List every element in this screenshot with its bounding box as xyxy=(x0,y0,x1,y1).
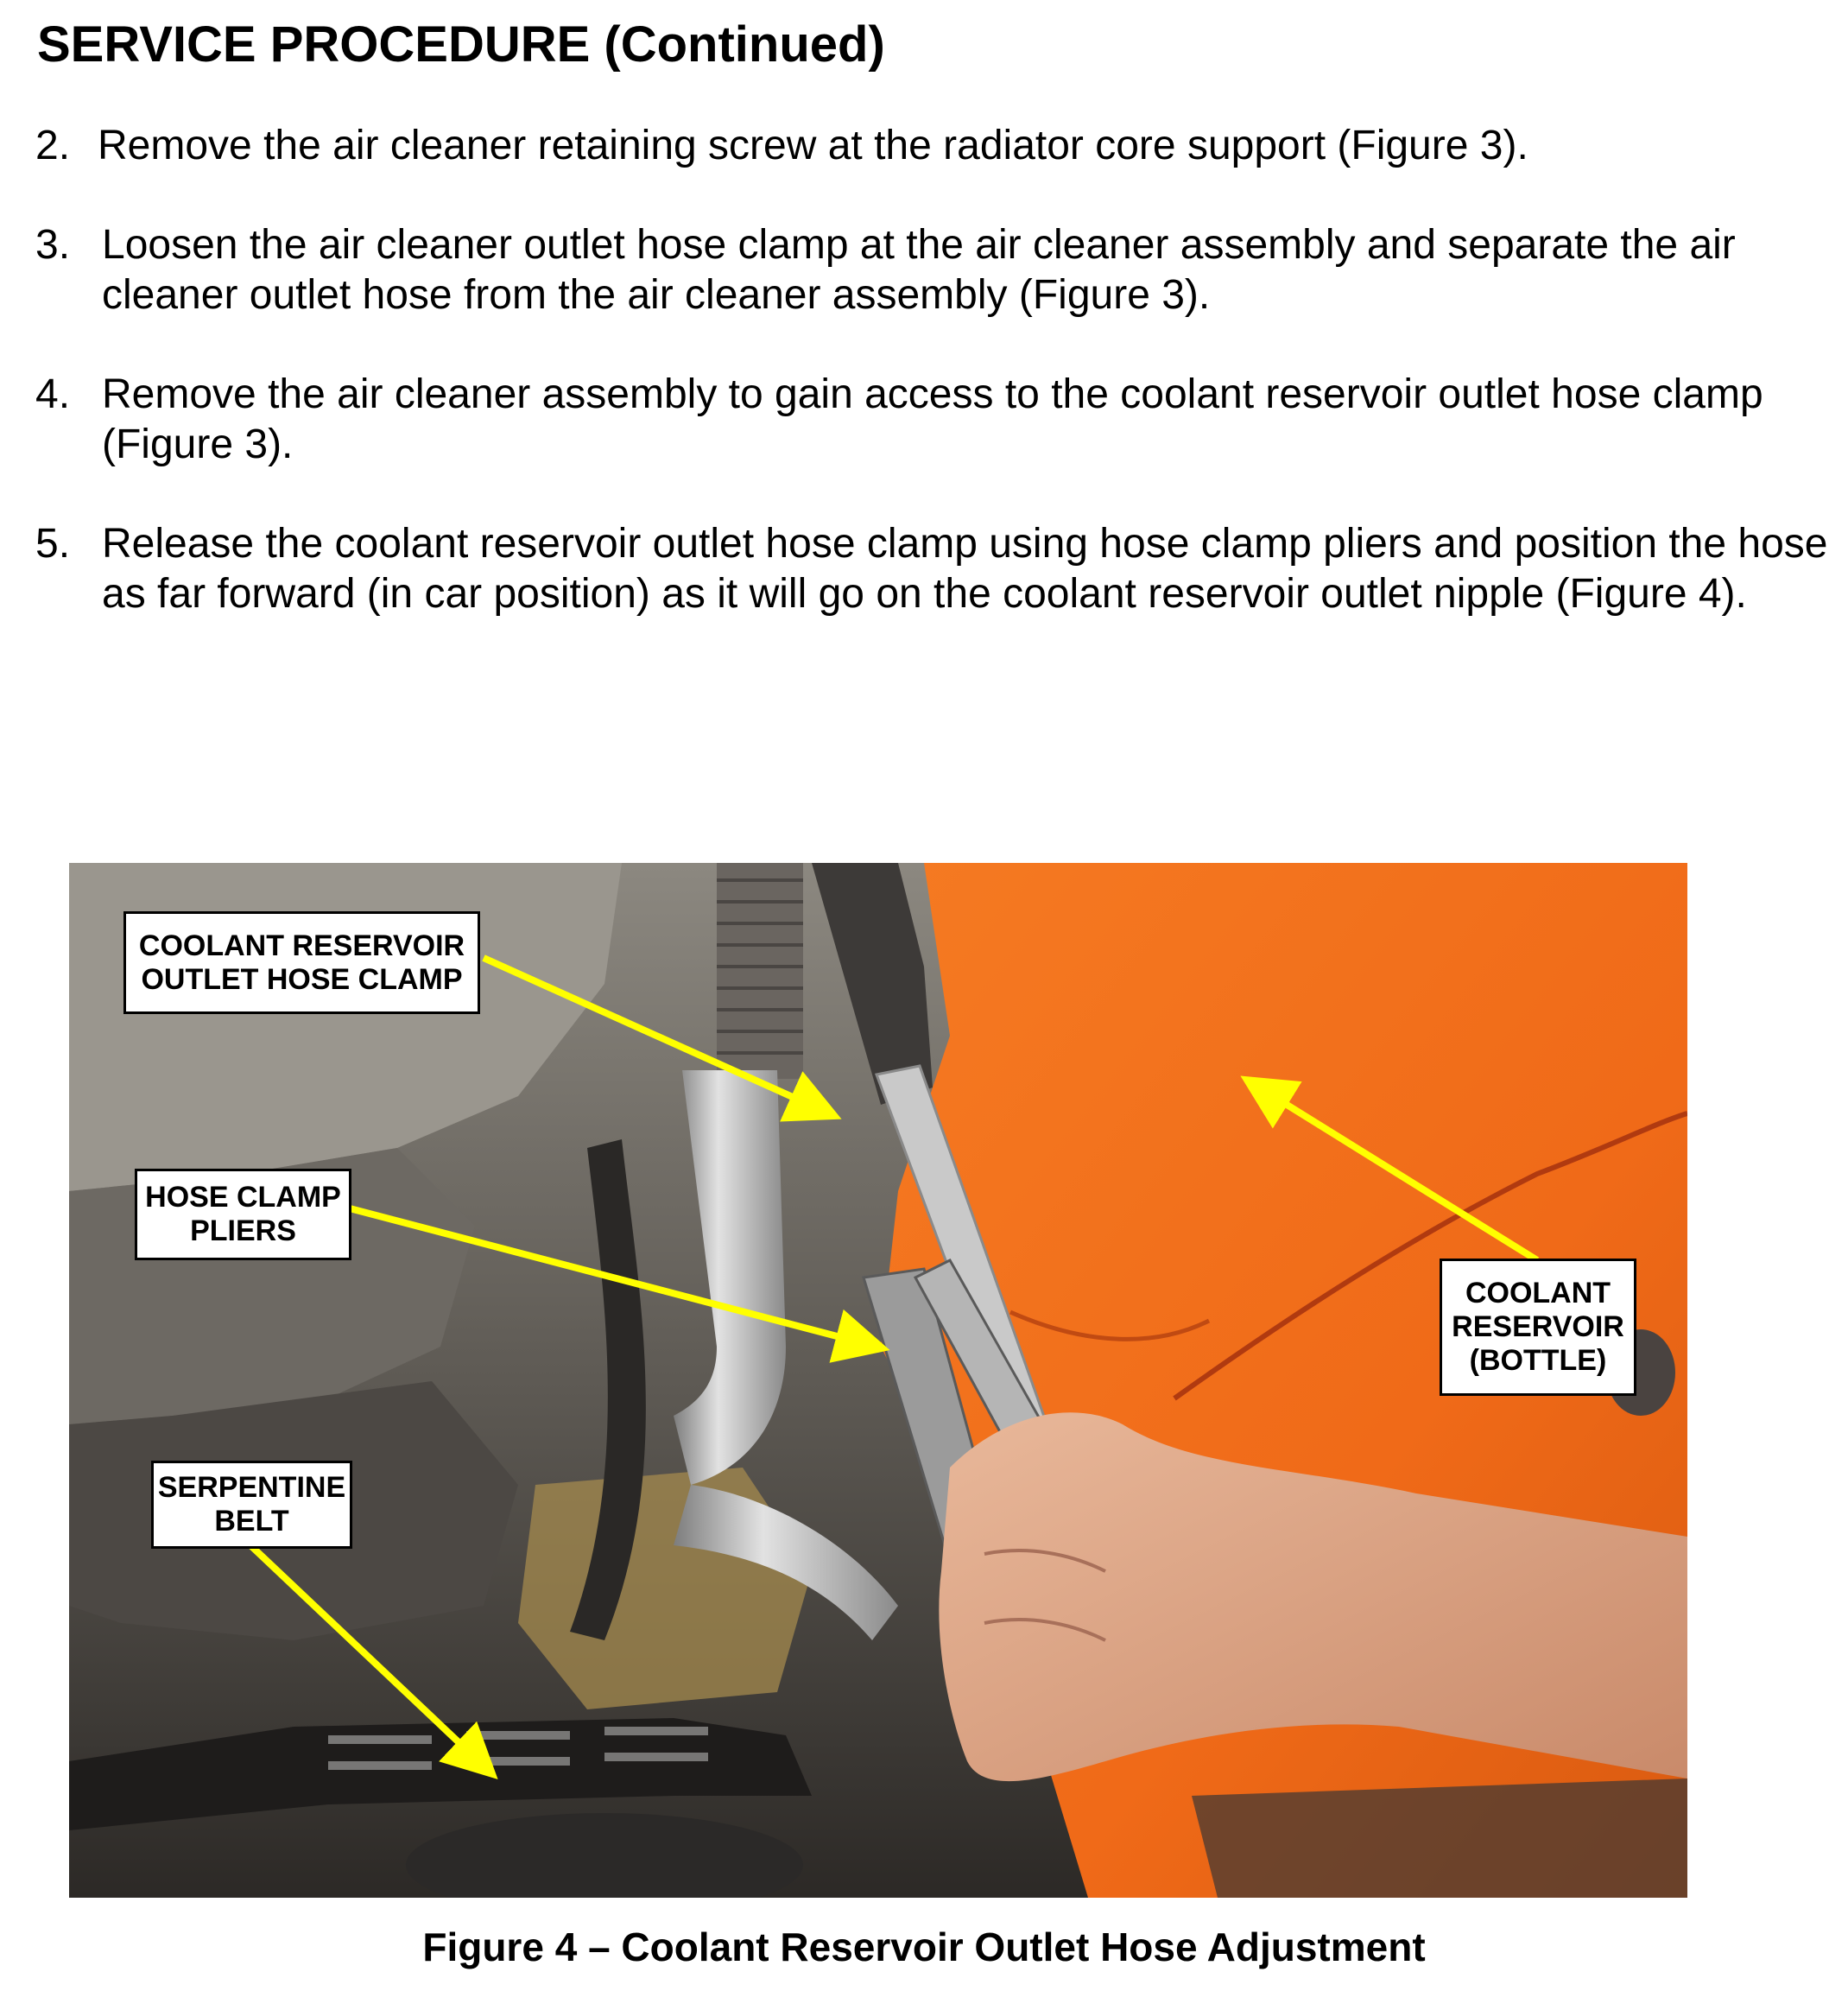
step-item xyxy=(35,220,1840,320)
procedure-steps xyxy=(35,121,1840,669)
callout-reservoir-line3: (BOTTLE) xyxy=(1469,1344,1607,1377)
step-text: Remove the air cleaner assembly to gain access to the coolant reservoir outlet hose clamp (Figure 3). xyxy=(102,371,1763,467)
callout-reservoir-line2: RESERVOIR xyxy=(1452,1310,1624,1343)
callout-belt-line1: SERPENTINE xyxy=(157,1471,346,1504)
callout-pliers xyxy=(135,1169,351,1260)
callout-clamp-line2: OUTLET HOSE CLAMP xyxy=(141,962,463,996)
figure-caption: Figure 4 – Coolant Reservoir Outlet Hose Adjustment xyxy=(422,1924,1426,1969)
callout-reservoir xyxy=(1440,1259,1636,1396)
callout-reservoir-line1: COOLANT xyxy=(1465,1277,1611,1309)
step-number: 4. xyxy=(35,371,71,417)
corrugated-hose xyxy=(717,863,803,1079)
callout-belt-line2: BELT xyxy=(214,1505,289,1538)
step-number: 3. xyxy=(35,222,71,268)
callout-pliers-line1: HOSE CLAMP xyxy=(145,1181,341,1214)
step-text: Release the coolant reservoir outlet hose clamp using hose clamp pliers and position the hose as far forward (in car position) as it will go on the coolant reservoir outlet nipple (Figure 4). xyxy=(102,521,1828,617)
step-item xyxy=(35,121,1840,171)
callout-belt xyxy=(151,1461,352,1549)
callout-clamp-line1: COOLANT RESERVOIR xyxy=(138,929,465,962)
step-number: 5. xyxy=(35,521,71,567)
figure-photo xyxy=(69,863,1687,1898)
page-heading: SERVICE PROCEDURE (Continued) xyxy=(37,16,885,73)
step-number: 2. xyxy=(35,123,71,168)
step-text: Remove the air cleaner retaining screw at the radiator core support (Figure 3). xyxy=(98,123,1528,168)
step-item xyxy=(35,519,1840,619)
callout-clamp xyxy=(123,911,480,1014)
callout-pliers-line2: PLIERS xyxy=(190,1214,296,1247)
step-text: Loosen the air cleaner outlet hose clamp at the air cleaner assembly and separate the air cleaner outlet hose from the air cleaner assembly (Figure 3). xyxy=(102,222,1736,318)
step-item xyxy=(35,370,1840,470)
